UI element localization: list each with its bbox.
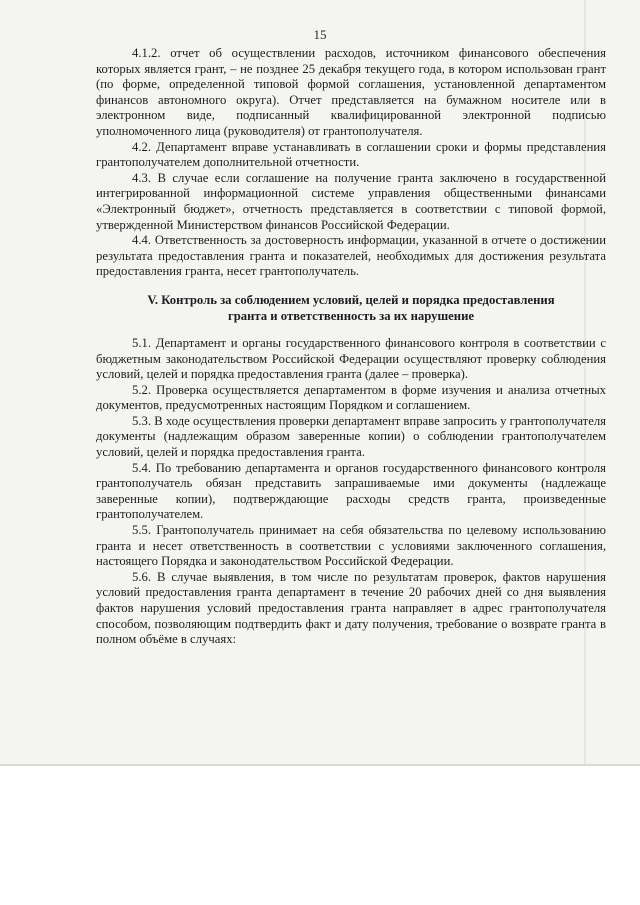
- paragraph-5-4: 5.4. По требованию департамента и органов государственного финансового контроля грантополучатель обязан представить запрашиваемые ими документы (надлежаще заверенные копии), подтверждающие расходы средств гранта, произведенные грантополучателем.: [96, 460, 606, 522]
- document-body: [96, 46, 606, 648]
- paragraph-4-1-2: 4.1.2. отчет об осуществлении расходов, источником финансового обеспечения которых является грант, – не позднее 25 декабря текущего года, в котором использован грант (по форме, определенной типовой формой соглашения, установленной департаментом финансов автономного округа). Отчет представляется на бумажном носителе или в электронном виде, подписанный квалифицированной электронной подписью уполномоченного лица (руководителя) от грантополучателя.: [96, 46, 606, 138]
- paragraph-5-2: 5.2. Проверка осуществляется департаментом в форме изучения и анализа отчетных документов, предусмотренных настоящим Порядком и соглашением.: [96, 382, 606, 413]
- page-bottom-edge: [0, 764, 640, 766]
- paragraph-5-6: 5.6. В случае выявления, в том числе по результатам проверок, фактов нарушения условий предоставления гранта департамент в течение 20 рабочих дней со дня выявления фактов нарушения условий предоставления гранта направляет в адрес грантополучателя способом, позволяющим подтвердить факт и дату получения, требование о возврате гранта в полном объёме в случаях:: [96, 569, 606, 647]
- paragraph-5-1: 5.1. Департамент и органы государственного финансового контроля в соответствии с бюджетным законодательством Российской Федерации осуществляют проверку соблюдения условий, целей и порядка предоставления гранта (далее – проверка).: [96, 335, 606, 382]
- paragraph-5-3: 5.3. В ходе осуществления проверки департамент вправе запросить у грантополучателя документы (надлежащим образом заверенные копии) о соблюдении грантополучателем условий, целей и порядка предоставления гранта.: [96, 413, 606, 460]
- section-heading: [96, 292, 606, 324]
- paragraph-5-5: 5.5. Грантополучатель принимает на себя обязательства по целевому использованию гранта и несет ответственность в соответствии с условиями заключенного соглашения, настоящего Порядка и законодательством Российской Федерации.: [96, 523, 606, 569]
- paragraph-4-2: 4.2. Департамент вправе устанавливать в соглашении сроки и формы представления грантополучателем дополнительной отчетности.: [96, 139, 606, 170]
- section-heading-line-1: V. Контроль за соблюдением условий, целей и порядка предоставления: [147, 292, 555, 307]
- page-number: 15: [313, 27, 327, 42]
- paragraph-4-3: 4.3. В случае если соглашение на получение гранта заключено в государственной интегрированной информационной системе управления общественными финансами «Электронный бюджет», отчетность представляется в соответствии с типовой формой, утвержденной Министерством финансов Российской Федерации.: [96, 170, 606, 232]
- section-heading-line-2: гранта и ответственность за их нарушение: [227, 308, 475, 323]
- paragraph-4-4: 4.4. Ответственность за достоверность информации, указанной в отчете о достижении результата предоставления гранта и показателей, необходимых для достижения результата предоставления гранта, несет грантополучатель.: [96, 233, 606, 279]
